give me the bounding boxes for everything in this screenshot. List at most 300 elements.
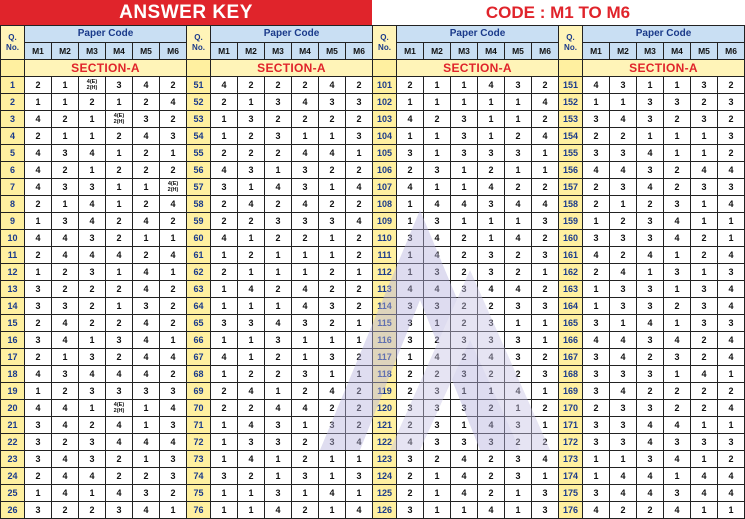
- answer-cell: 3: [718, 128, 745, 145]
- answer-cell: 3: [478, 264, 505, 281]
- answer-cell: 3: [505, 298, 532, 315]
- answer-cell: 2: [265, 349, 292, 366]
- answer-cell: 3: [610, 230, 637, 247]
- answer-cell: 1: [583, 298, 610, 315]
- answer-cell: 1: [583, 213, 610, 230]
- answer-cell: 4: [238, 451, 265, 468]
- answer-cell: 2: [292, 434, 319, 451]
- table-row: [373, 94, 559, 111]
- answer-cell: 3: [505, 145, 532, 162]
- question-number: 155: [559, 145, 583, 162]
- answer-cell: 2: [505, 247, 532, 264]
- answer-cell: 2: [664, 400, 691, 417]
- answer-cell: 3: [478, 332, 505, 349]
- table-row: [187, 332, 373, 349]
- answer-cell: 4: [133, 128, 160, 145]
- answer-cell: 1: [211, 128, 238, 145]
- table-row: [559, 349, 745, 366]
- answer-cell: 2: [319, 264, 346, 281]
- answer-cell: 4: [292, 298, 319, 315]
- answer-cell: 2: [397, 468, 424, 485]
- answer-cell: 4: [478, 179, 505, 196]
- answer-cell: 3: [583, 349, 610, 366]
- answer-cell: 1: [265, 264, 292, 281]
- answer-cell: 2: [211, 213, 238, 230]
- answer-cell: 2: [106, 162, 133, 179]
- answer-cell: 2: [691, 247, 718, 264]
- table-row: [559, 179, 745, 196]
- answer-cell: 1: [238, 502, 265, 519]
- question-number: 106: [373, 162, 397, 179]
- answer-cell: 4: [265, 315, 292, 332]
- answer-cell: 3: [718, 179, 745, 196]
- answer-cell: 3: [532, 502, 559, 519]
- answer-cell: 1: [532, 145, 559, 162]
- answer-cell: 1: [478, 213, 505, 230]
- answer-cell: 4: [637, 468, 664, 485]
- answer-cell: 4: [610, 349, 637, 366]
- answer-cell: 2: [718, 111, 745, 128]
- question-number: 25: [1, 485, 25, 502]
- answer-cell: 2: [610, 213, 637, 230]
- question-number: 113: [373, 281, 397, 298]
- answer-cell: 3: [397, 298, 424, 315]
- answer-cell: 1: [106, 264, 133, 281]
- q-no-header: Q. No.: [559, 26, 583, 60]
- answer-cell: 4(E) 2(H): [106, 111, 133, 128]
- answer-cell: 3: [319, 349, 346, 366]
- answer-cell: 3: [25, 434, 52, 451]
- code-header: M6: [718, 43, 745, 60]
- answer-cell: 4: [637, 247, 664, 264]
- answer-cell: 4: [133, 366, 160, 383]
- answer-cell: 1: [79, 111, 106, 128]
- answer-cell: 3: [79, 230, 106, 247]
- question-number: 153: [559, 111, 583, 128]
- answer-cell: 2: [478, 162, 505, 179]
- table-row: [187, 247, 373, 264]
- table-row: [373, 485, 559, 502]
- answer-cell: 2: [610, 502, 637, 519]
- question-number: 54: [187, 128, 211, 145]
- code-header: M4: [664, 43, 691, 60]
- answer-cell: 4: [451, 485, 478, 502]
- answer-cell: 4: [637, 145, 664, 162]
- answer-cell: 2: [346, 247, 373, 264]
- question-number: 114: [373, 298, 397, 315]
- answer-cell: 4: [133, 315, 160, 332]
- answer-cell: 3: [583, 485, 610, 502]
- answer-cell: 3: [79, 349, 106, 366]
- table-row: [373, 366, 559, 383]
- answer-cell: 2: [346, 162, 373, 179]
- question-number: 173: [559, 451, 583, 468]
- answer-cell: 1: [691, 264, 718, 281]
- answer-cell: 1: [397, 213, 424, 230]
- answer-cell: 1: [532, 417, 559, 434]
- table-row: [1, 94, 187, 111]
- question-number: 168: [559, 366, 583, 383]
- code-header: M6: [532, 43, 559, 60]
- answer-cell: 2: [133, 145, 160, 162]
- answer-cell: 3: [238, 434, 265, 451]
- answer-cell: 4: [424, 196, 451, 213]
- answer-cell: 4: [292, 145, 319, 162]
- answer-cell: 1: [319, 451, 346, 468]
- answer-cell: 3: [25, 451, 52, 468]
- answer-cell: 1: [106, 179, 133, 196]
- answer-cell: 2: [637, 383, 664, 400]
- answer-cell: 3: [718, 434, 745, 451]
- question-number: 14: [1, 298, 25, 315]
- answer-cell: 4(E) 2(H): [79, 77, 106, 94]
- table-row: [373, 145, 559, 162]
- answer-cell: 1: [718, 366, 745, 383]
- question-number: 19: [1, 383, 25, 400]
- answer-cell: 4: [451, 451, 478, 468]
- answer-cell: 4: [397, 111, 424, 128]
- answer-cell: 1: [451, 179, 478, 196]
- table-row: [1, 230, 187, 247]
- answer-cell: 3: [718, 94, 745, 111]
- answer-cell: 2: [238, 247, 265, 264]
- table-row: [187, 94, 373, 111]
- answer-cell: 1: [292, 247, 319, 264]
- answer-cell: 1: [451, 94, 478, 111]
- table-row: [559, 111, 745, 128]
- answer-cell: 1: [451, 77, 478, 94]
- answer-cell: 2: [691, 349, 718, 366]
- answer-cell: 4: [160, 196, 187, 213]
- question-number: 53: [187, 111, 211, 128]
- code-header: M3: [451, 43, 478, 60]
- answer-cell: 4: [160, 247, 187, 264]
- answer-cell: 4: [25, 162, 52, 179]
- question-number: 158: [559, 196, 583, 213]
- answer-cell: 4: [160, 434, 187, 451]
- answer-cell: 2: [238, 128, 265, 145]
- answer-cell: 1: [637, 128, 664, 145]
- answer-cell: 2: [133, 162, 160, 179]
- answer-cell: 2: [637, 349, 664, 366]
- answer-cell: 1: [346, 264, 373, 281]
- answer-cell: 1: [346, 145, 373, 162]
- answer-cell: 1: [532, 315, 559, 332]
- answer-cell: 1: [292, 349, 319, 366]
- question-number: 74: [187, 468, 211, 485]
- answer-cell: 3: [106, 502, 133, 519]
- question-number: 69: [187, 383, 211, 400]
- answer-cell: 3: [133, 111, 160, 128]
- answer-cell: 4: [319, 77, 346, 94]
- question-number: 157: [559, 179, 583, 196]
- question-number: 110: [373, 230, 397, 247]
- question-number: 164: [559, 298, 583, 315]
- question-number: 68: [187, 366, 211, 383]
- answer-cell: 3: [52, 298, 79, 315]
- answer-cell: 1: [424, 77, 451, 94]
- answer-cell: 2: [346, 230, 373, 247]
- table-row: [1, 298, 187, 315]
- answer-table: [186, 25, 373, 519]
- answer-cell: 4: [238, 281, 265, 298]
- question-number: 1: [1, 77, 25, 94]
- table-row: [187, 162, 373, 179]
- answer-cell: 3: [211, 179, 238, 196]
- code-header: M4: [478, 43, 505, 60]
- table-row: [373, 383, 559, 400]
- answer-cell: 1: [133, 230, 160, 247]
- table-row: [187, 111, 373, 128]
- answer-cell: 4: [52, 332, 79, 349]
- answer-cell: 1: [478, 383, 505, 400]
- answer-cell: 3: [133, 383, 160, 400]
- answer-cell: 3: [25, 332, 52, 349]
- answer-cell: 3: [532, 213, 559, 230]
- question-number: 159: [559, 213, 583, 230]
- answer-cell: 4: [25, 179, 52, 196]
- answer-cell: 3: [451, 281, 478, 298]
- answer-cell: 3: [451, 111, 478, 128]
- question-number: 121: [373, 417, 397, 434]
- answer-cell: 4: [478, 77, 505, 94]
- answer-cell: 1: [319, 502, 346, 519]
- answer-cell: 2: [451, 349, 478, 366]
- answer-cell: 3: [583, 434, 610, 451]
- table-row: [559, 502, 745, 519]
- answer-cell: 2: [505, 434, 532, 451]
- answer-cell: 4: [532, 128, 559, 145]
- question-number: 16: [1, 332, 25, 349]
- table-row: [1, 485, 187, 502]
- table-row: [373, 400, 559, 417]
- answer-cell: 1: [79, 162, 106, 179]
- answer-cell: 1: [346, 332, 373, 349]
- answer-cell: 2: [160, 298, 187, 315]
- answer-cell: 1: [397, 349, 424, 366]
- answer-cell: 3: [319, 417, 346, 434]
- answer-cell: 4: [52, 315, 79, 332]
- answer-cell: 1: [532, 162, 559, 179]
- question-number: 75: [187, 485, 211, 502]
- table-row: [559, 417, 745, 434]
- answer-cell: 1: [718, 502, 745, 519]
- answer-cell: 2: [397, 383, 424, 400]
- answer-cell: 1: [664, 128, 691, 145]
- answer-cell: 2: [52, 264, 79, 281]
- answer-cell: 1: [424, 502, 451, 519]
- answer-cell: 2: [664, 179, 691, 196]
- answer-cell: 1: [25, 485, 52, 502]
- answer-cell: 2: [532, 111, 559, 128]
- answer-cell: 3: [424, 298, 451, 315]
- answer-cell: 2: [478, 298, 505, 315]
- answer-cell: 4: [478, 502, 505, 519]
- table-row: [373, 247, 559, 264]
- question-number: 18: [1, 366, 25, 383]
- answer-cell: 2: [79, 502, 106, 519]
- answer-cell: 1: [664, 145, 691, 162]
- answer-cell: 4: [583, 332, 610, 349]
- answer-cell: 4: [505, 383, 532, 400]
- question-number: 125: [373, 485, 397, 502]
- answer-cell: 3: [160, 383, 187, 400]
- answer-cell: 3: [583, 145, 610, 162]
- answer-cell: 2: [133, 94, 160, 111]
- question-number: 156: [559, 162, 583, 179]
- answer-cell: 4: [664, 451, 691, 468]
- answer-cell: 3: [265, 434, 292, 451]
- answer-cell: 1: [106, 94, 133, 111]
- answer-cell: 1: [25, 264, 52, 281]
- answer-cell: 3: [25, 298, 52, 315]
- answer-cell: 1: [52, 77, 79, 94]
- answer-cell: 3: [265, 417, 292, 434]
- answer-cell: 2: [346, 111, 373, 128]
- answer-cell: 2: [238, 145, 265, 162]
- answer-cell: 2: [265, 145, 292, 162]
- answer-cell: 1: [211, 111, 238, 128]
- answer-cell: 3: [610, 417, 637, 434]
- question-number: 163: [559, 281, 583, 298]
- answer-cell: 4: [25, 366, 52, 383]
- question-number: 58: [187, 196, 211, 213]
- table-row: [187, 502, 373, 519]
- answer-cell: 3: [532, 298, 559, 315]
- question-number: 62: [187, 264, 211, 281]
- table-row: [373, 213, 559, 230]
- answer-cell: 3: [718, 264, 745, 281]
- table-row: [559, 383, 745, 400]
- answer-cell: 1: [637, 264, 664, 281]
- answer-cell: 2: [346, 383, 373, 400]
- code-header: M6: [346, 43, 373, 60]
- table-row: [187, 315, 373, 332]
- answer-cell: 2: [133, 468, 160, 485]
- question-number: 112: [373, 264, 397, 281]
- answer-cell: 2: [397, 77, 424, 94]
- answer-cell: 4: [610, 383, 637, 400]
- answer-block-4: [558, 25, 744, 515]
- answer-cell: 2: [52, 281, 79, 298]
- answer-cell: 3: [265, 213, 292, 230]
- answer-cell: 1: [718, 417, 745, 434]
- answer-cell: 2: [79, 315, 106, 332]
- answer-cell: 4: [664, 417, 691, 434]
- answer-cell: 4: [25, 145, 52, 162]
- table-row: [373, 417, 559, 434]
- answer-cell: 2: [319, 400, 346, 417]
- answer-cell: 2: [346, 349, 373, 366]
- answer-cell: 4: [478, 349, 505, 366]
- table-row: [1, 128, 187, 145]
- answer-cell: 1: [346, 485, 373, 502]
- answer-cell: 4: [532, 451, 559, 468]
- answer-cell: 2: [583, 400, 610, 417]
- answer-cell: 3: [397, 145, 424, 162]
- answer-cell: 4: [478, 281, 505, 298]
- answer-cell: 4: [52, 468, 79, 485]
- answer-cell: 2: [424, 111, 451, 128]
- answer-cell: 1: [424, 94, 451, 111]
- question-number: 67: [187, 349, 211, 366]
- answer-cell: 1: [610, 451, 637, 468]
- answer-cell: 4: [718, 485, 745, 502]
- answer-cell: 2: [106, 213, 133, 230]
- answer-cell: 4: [718, 400, 745, 417]
- answer-cell: 2: [718, 383, 745, 400]
- answer-cell: 2: [691, 230, 718, 247]
- answer-cell: 2: [637, 502, 664, 519]
- answer-cell: 1: [238, 349, 265, 366]
- answer-cell: 3: [397, 400, 424, 417]
- question-number: 107: [373, 179, 397, 196]
- answer-cell: 2: [211, 264, 238, 281]
- table-row: [559, 230, 745, 247]
- answer-cell: 3: [106, 383, 133, 400]
- answer-cell: 3: [478, 145, 505, 162]
- answer-cell: 1: [238, 485, 265, 502]
- answer-table: [558, 25, 745, 519]
- answer-cell: 2: [79, 417, 106, 434]
- table-row: [559, 94, 745, 111]
- question-number: 104: [373, 128, 397, 145]
- answer-cell: 3: [25, 502, 52, 519]
- answer-cell: 4: [265, 400, 292, 417]
- table-row: [187, 179, 373, 196]
- answer-cell: 1: [25, 383, 52, 400]
- answer-cell: 3: [79, 383, 106, 400]
- code-header: M2: [52, 43, 79, 60]
- question-number: 61: [187, 247, 211, 264]
- answer-cell: 3: [319, 298, 346, 315]
- answer-cell: 1: [583, 94, 610, 111]
- answer-cell: 1: [133, 179, 160, 196]
- answer-cell: 4: [160, 400, 187, 417]
- table-row: [559, 213, 745, 230]
- answer-cell: 2: [478, 400, 505, 417]
- table-row: [373, 434, 559, 451]
- answer-cell: 1: [532, 332, 559, 349]
- answer-cell: 3: [664, 94, 691, 111]
- question-number: 51: [187, 77, 211, 94]
- question-number: 65: [187, 315, 211, 332]
- question-number: 122: [373, 434, 397, 451]
- answer-cell: 2: [346, 281, 373, 298]
- answer-cell: 1: [691, 196, 718, 213]
- answer-cell: 2: [238, 213, 265, 230]
- answer-cell: 1: [583, 451, 610, 468]
- answer-cell: 1: [265, 162, 292, 179]
- question-number: 116: [373, 332, 397, 349]
- code-header: M5: [133, 43, 160, 60]
- answer-cell: 1: [691, 128, 718, 145]
- answer-cell: 2: [292, 451, 319, 468]
- answer-cell: 2: [532, 281, 559, 298]
- answer-cell: 3: [451, 434, 478, 451]
- question-number: 101: [373, 77, 397, 94]
- table-row: [1, 366, 187, 383]
- table-row: [559, 145, 745, 162]
- answer-cell: 3: [424, 264, 451, 281]
- question-number: 119: [373, 383, 397, 400]
- answer-cell: 2: [160, 111, 187, 128]
- answer-cell: 3: [292, 179, 319, 196]
- code-header: M6: [160, 43, 187, 60]
- answer-cell: 3: [610, 145, 637, 162]
- answer-cell: 2: [319, 315, 346, 332]
- answer-cell: 3: [610, 179, 637, 196]
